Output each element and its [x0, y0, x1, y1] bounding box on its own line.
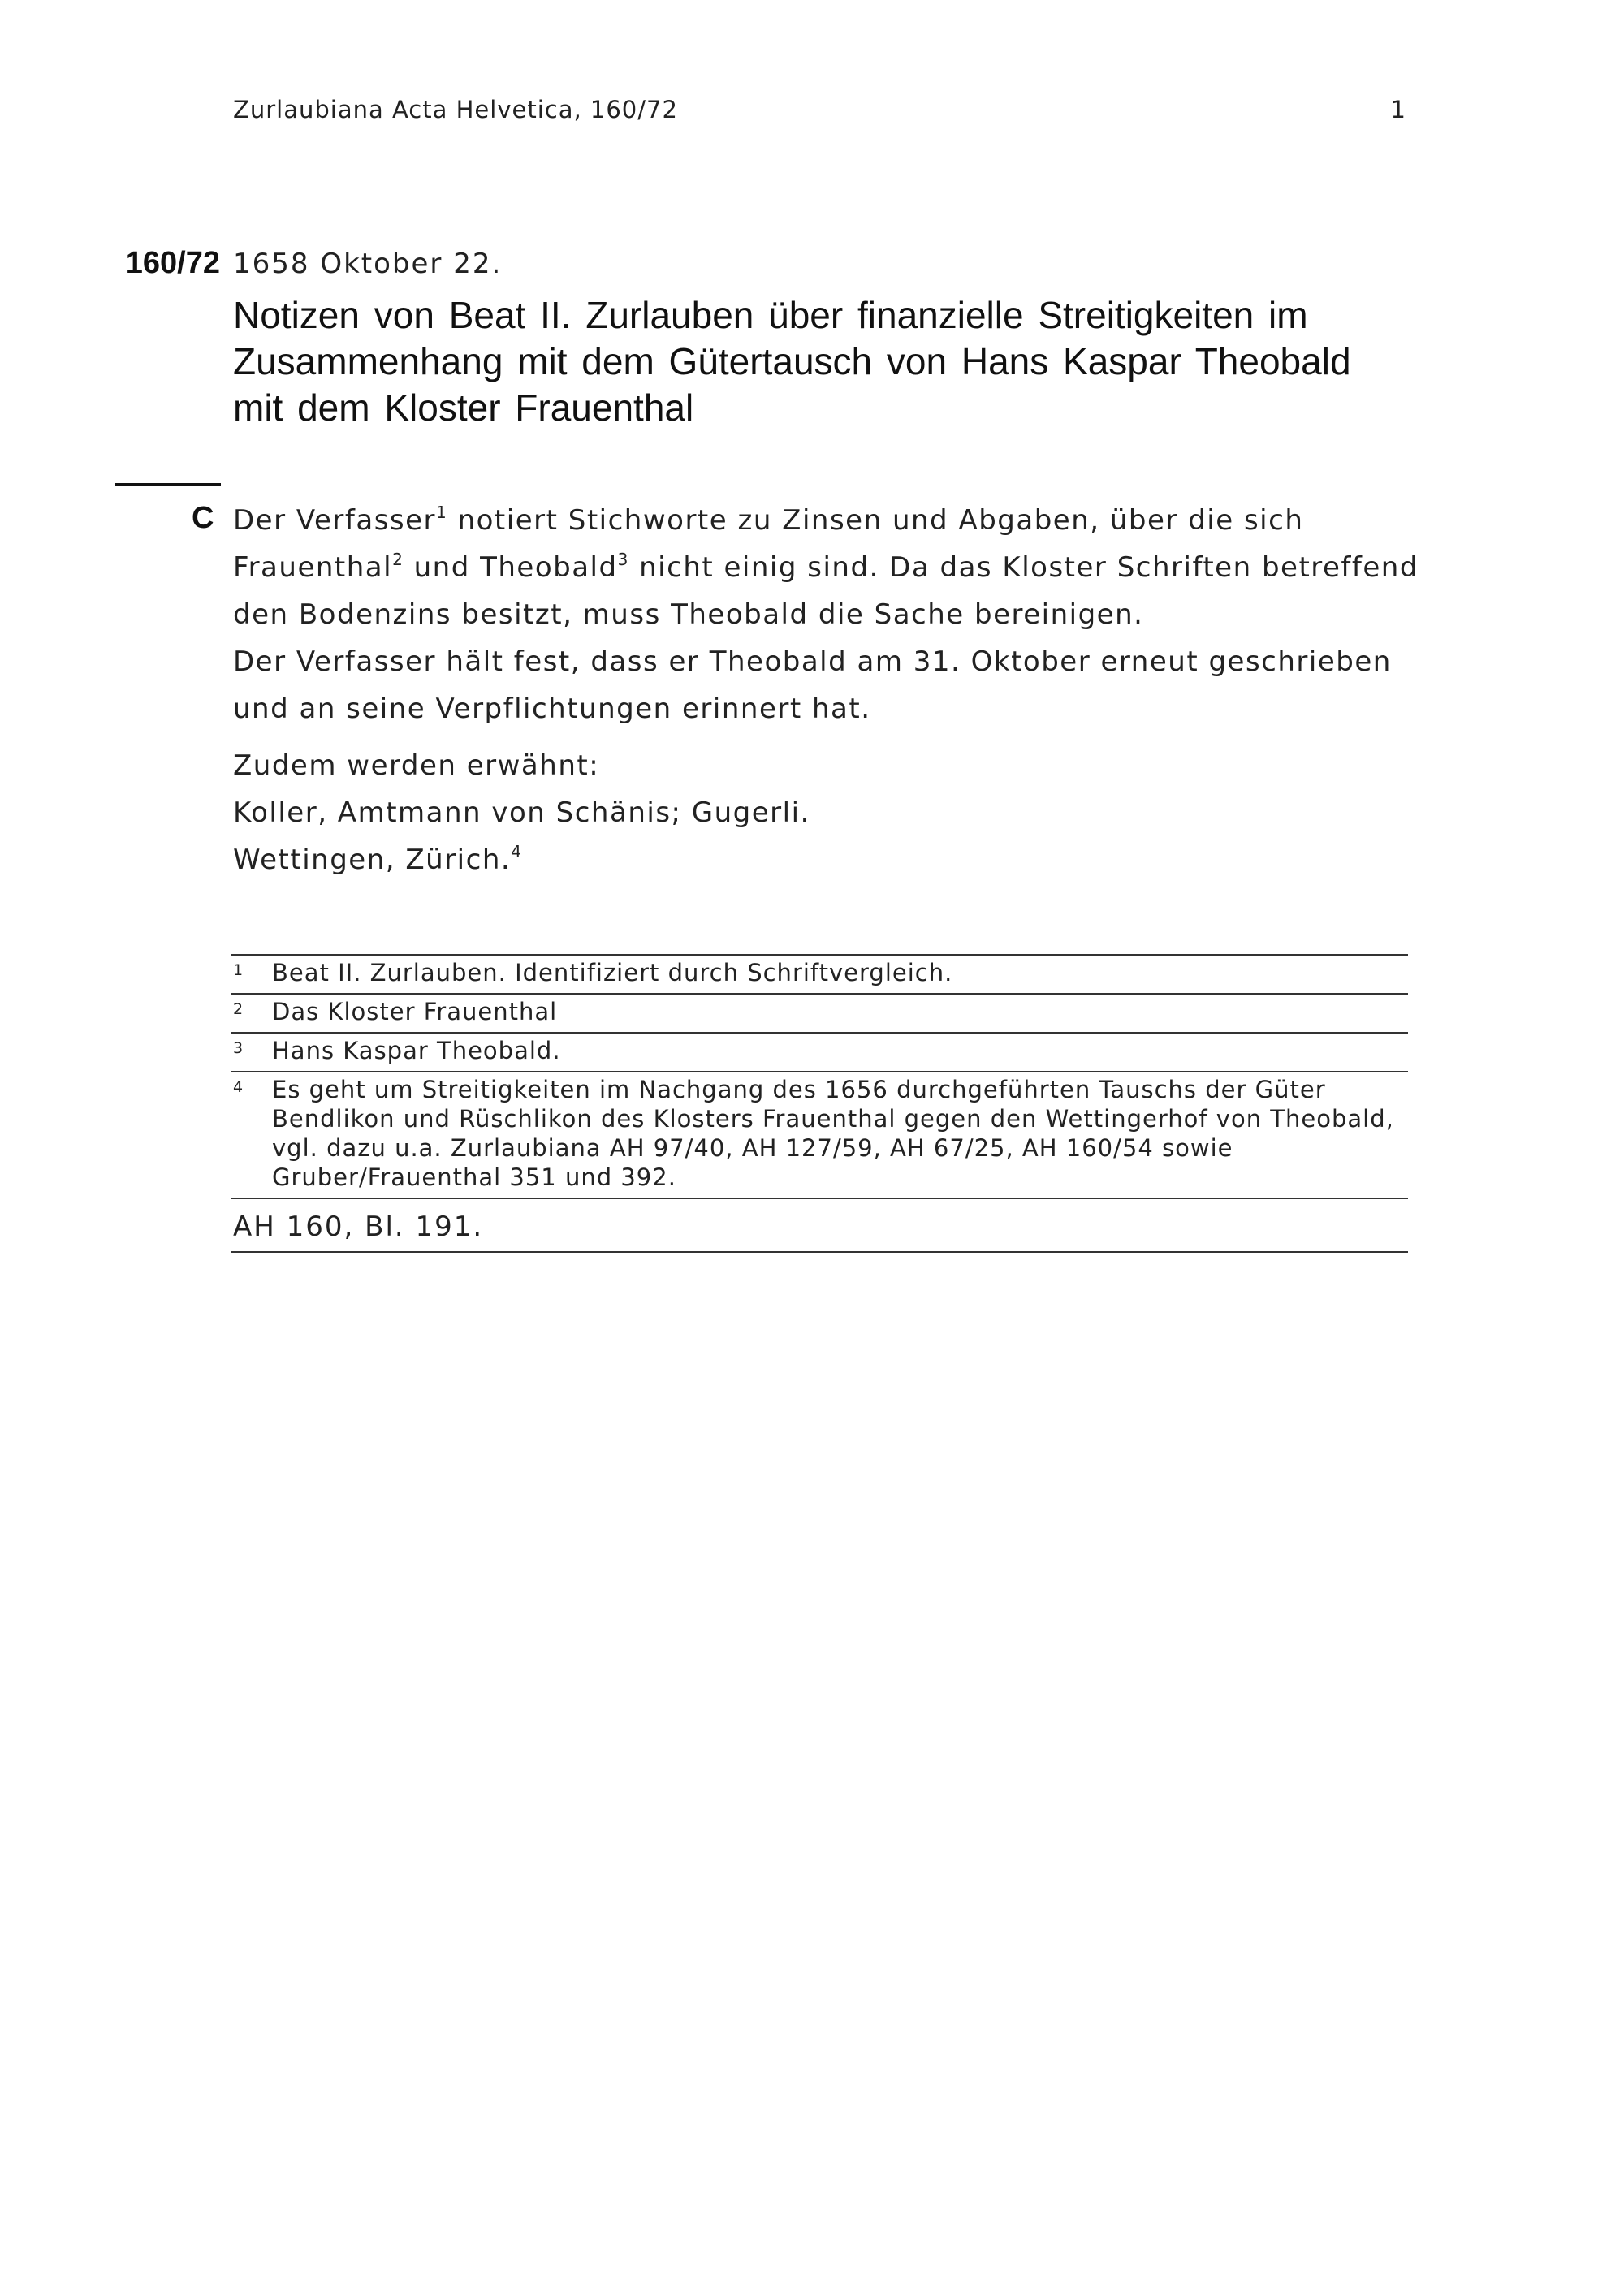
regest-paragraph-2: Der Verfasser hält fest, dass er Theobald am 31. Oktober erneut geschrieben und an seine Verpflichtungen erinnert hat. [233, 645, 1392, 725]
footnote [231, 1072, 1408, 1199]
regest-paragraph-3: Zudem werden erwähnt: [233, 749, 600, 782]
regest-text: Wettingen, Zürich. [233, 844, 512, 876]
regest-text: Der Verfasser [233, 504, 437, 537]
footnote-ref-3: 3 [617, 550, 629, 569]
footnote-ref-1: 1 [436, 503, 448, 522]
regest-text: und Theobald [404, 551, 618, 584]
regest-body [233, 497, 1419, 883]
footnote [231, 1034, 1408, 1072]
document-number [110, 246, 220, 281]
footnote-text: Beat II. Zurlauben. Identifiziert durch Schriftvergleich. [272, 959, 953, 986]
regest-text: notiert Stichworte zu Zinsen und Abgaben, über die sich Frauenthal [233, 504, 1304, 584]
document-title: Notizen von Beat II. Zurlauben über finanzielle Streitigkeiten im Zusammenhang mit dem Gütertausch von Hans Kaspar Theobald mit dem Kloster Frauenthal [233, 294, 1351, 429]
footnote-text: Es geht um Streitigkeiten im Nachgang des 1656 durchgeführten Tauschs der Güter Bendlikon und Rüschlikon des Klosters Frauenthal gegen den Wettingerhof von Theobald, vgl. dazu u.a. Zurlaubiana AH 97/40, AH 127/59, AH 67/25, AH 160/54 sowie Gruber/Frauenthal 351 und 392. [272, 1076, 1394, 1191]
footnote [231, 956, 1408, 995]
regest-marker: C [192, 501, 214, 535]
footnote-ref-4: 4 [511, 842, 523, 861]
footnote-number: 3 [233, 1039, 244, 1057]
footnote-text: Das Kloster Frauenthal [272, 998, 558, 1025]
footnote-number: 1 [233, 961, 244, 979]
margin-rule [115, 483, 221, 486]
footnote-text: Hans Kaspar Theobald. [272, 1037, 561, 1064]
running-head-title: Zurlaubiana Acta Helvetica, 160/72 [233, 96, 678, 123]
regest-paragraph-1 [233, 497, 1419, 638]
footnotes [231, 954, 1408, 1253]
regest-paragraph-4: Koller, Amtmann von Schänis; Gugerli. [233, 796, 810, 829]
document-number-suffix: /72 [177, 246, 220, 280]
regest-paragraph-5 [233, 836, 1419, 883]
footnote-ref-2: 2 [392, 550, 404, 569]
document-number-main: 160 [125, 246, 178, 280]
source-reference: AH 160, Bl. 191. [231, 1199, 1408, 1253]
footnote-number: 4 [233, 1078, 244, 1096]
document-date: 1658 Oktober 22. [233, 248, 503, 280]
running-head [233, 96, 1406, 123]
page-number: 1 [1390, 96, 1406, 123]
footnote-number: 2 [233, 1000, 244, 1018]
footnote [231, 995, 1408, 1034]
regest-text: nicht einig sind. Da das Kloster Schriften betreffend den Bodenzins besitzt, muss Theobald die Sache bereinigen. [233, 551, 1419, 631]
